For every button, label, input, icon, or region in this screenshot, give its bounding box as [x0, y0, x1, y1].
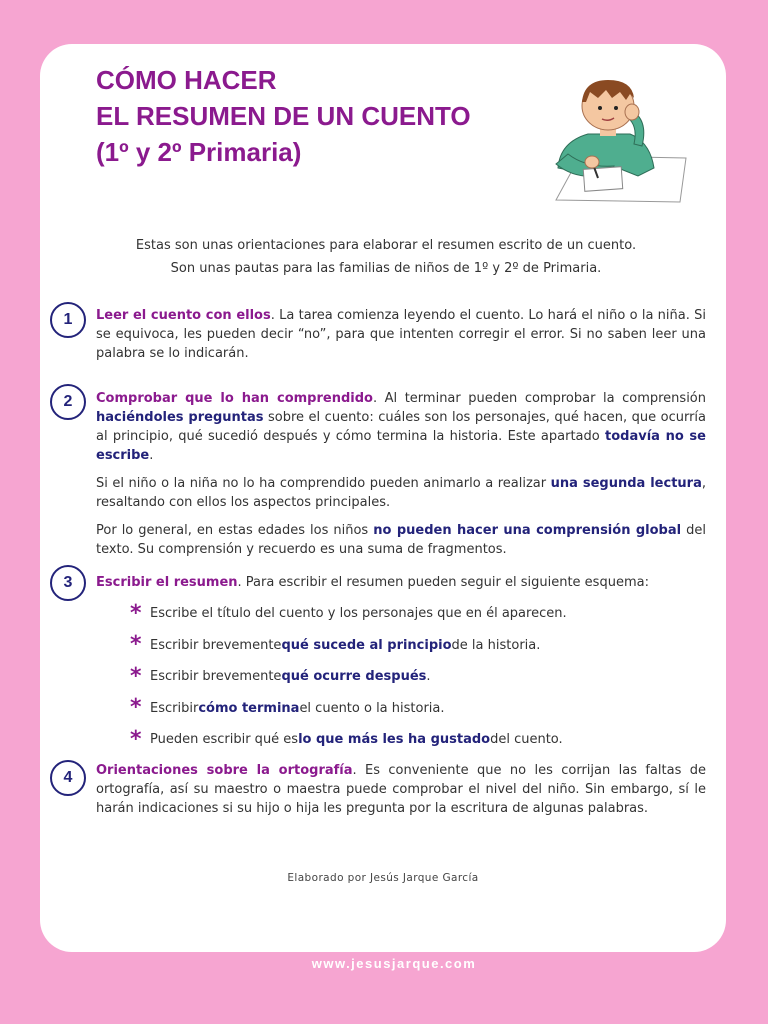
bullet-text: Escribir brevemente [150, 637, 282, 653]
star-icon: * [130, 632, 142, 658]
step-2-heading: Comprobar que lo han comprendido [96, 391, 373, 406]
step-2-p1-d: todavía no se escribe [96, 429, 706, 463]
bullet-bold: qué ocurre después [281, 669, 427, 685]
list-item [130, 693, 690, 725]
star-icon: * [130, 663, 142, 689]
step-number-4: 4 [50, 760, 86, 796]
step-2-p2-c: , resaltando con ellos los aspectos principales. [96, 476, 706, 510]
intro-text [96, 234, 676, 280]
step-number-2: 2 [50, 384, 86, 420]
title-line-1: CÓMO HACER [96, 65, 277, 95]
star-icon: * [130, 695, 142, 721]
step-1-body: . La tarea comienza leyendo el cuento. Lo hará el niño o la niña. Si se equivoca, les pueden decir “no”, para que intenten corregir el error. Si no saben leer una palabra se lo indicarán. [96, 308, 706, 361]
step-2-p3-b: no pueden hacer una comprensión global [373, 523, 682, 538]
bullet-text-end: de la historia. [451, 637, 541, 653]
list-item [130, 661, 690, 693]
list-item [130, 598, 690, 630]
bullet-bold: qué sucede al principio [281, 637, 452, 653]
star-icon: * [130, 726, 142, 752]
step-2-p1-b: haciéndoles preguntas [96, 410, 264, 425]
bullet-bold: lo que más les ha gustado [298, 732, 491, 748]
step-3-heading: Escribir el resumen [96, 575, 238, 590]
step-2-p3-c: del texto. Su comprensión y recuerdo es una suma de fragmentos. [96, 523, 706, 557]
list-item [130, 724, 690, 756]
step-2-text [96, 389, 706, 568]
bullet-text: Escribir brevemente [150, 669, 282, 685]
bullet-text-end: . [426, 669, 431, 685]
step-2-p1-a: . Al terminar pueden comprobar la comprensión [372, 391, 706, 406]
title-line-3: (1º y 2º Primaria) [96, 137, 302, 167]
step-1-heading: Leer el cuento con ellos [96, 308, 271, 323]
intro-line-1: Estas son unas orientaciones para elaborar el resumen escrito de un cuento. [135, 238, 637, 253]
step-4-text [96, 761, 706, 827]
step-2-p3-a: Por lo general, en estas edades los niños [96, 523, 374, 538]
step-number-3: 3 [50, 565, 86, 601]
author-credit: Elaborado por Jesús Jarque García [287, 872, 479, 884]
intro-line-2: Son unas pautas para las familias de niños de 1º y 2º de Primaria. [170, 261, 602, 276]
bullet-text: Escribir [150, 700, 199, 716]
child-writing-illustration [538, 72, 688, 204]
page-title [96, 62, 471, 170]
step-1-text [96, 306, 706, 372]
step-2-p1-e: . [149, 448, 154, 463]
title-line-2: EL RESUMEN DE UN CUENTO [96, 101, 471, 131]
bullet-text-end: el cuento o la historia. [299, 700, 445, 716]
step-2-p1-c: sobre el cuento: cuáles son los personajes, qué hacen, que ocurría al principio, qué sucedió después y cómo termina la historia. Este apartado [96, 410, 707, 444]
bullet-text: Pueden escribir qué es [150, 732, 299, 748]
bullet-text: Escribe el título del cuento y los personajes que en él aparecen. [150, 606, 567, 622]
website-link[interactable]: www.jesusjarque.com [311, 956, 477, 971]
list-item [130, 630, 690, 662]
step-3-bullet-list [130, 598, 690, 756]
step-2-p2-b: una segunda lectura [550, 476, 702, 491]
step-3-text [96, 573, 706, 601]
star-icon: * [130, 600, 142, 626]
step-4-heading: Orientaciones sobre la ortografía [96, 763, 353, 778]
step-number-1: 1 [50, 302, 86, 338]
step-2-p2-a: Si el niño o la niña no lo ha comprendido pueden animarlo a realizar [96, 476, 551, 491]
bullet-text-end: del cuento. [490, 732, 563, 748]
step-3-body: . Para escribir el resumen pueden seguir el siguiente esquema: [237, 575, 649, 590]
step-4-body: . Es conveniente que no les corrijan las faltas de ortografía, así su maestro o maestra puede comprobar el nivel del niño. Sin embargo, sí le harán indicaciones si su hijo o hija les pregunta por la escritura de algunas palabras. [96, 763, 706, 816]
bullet-bold: cómo termina [198, 700, 300, 716]
